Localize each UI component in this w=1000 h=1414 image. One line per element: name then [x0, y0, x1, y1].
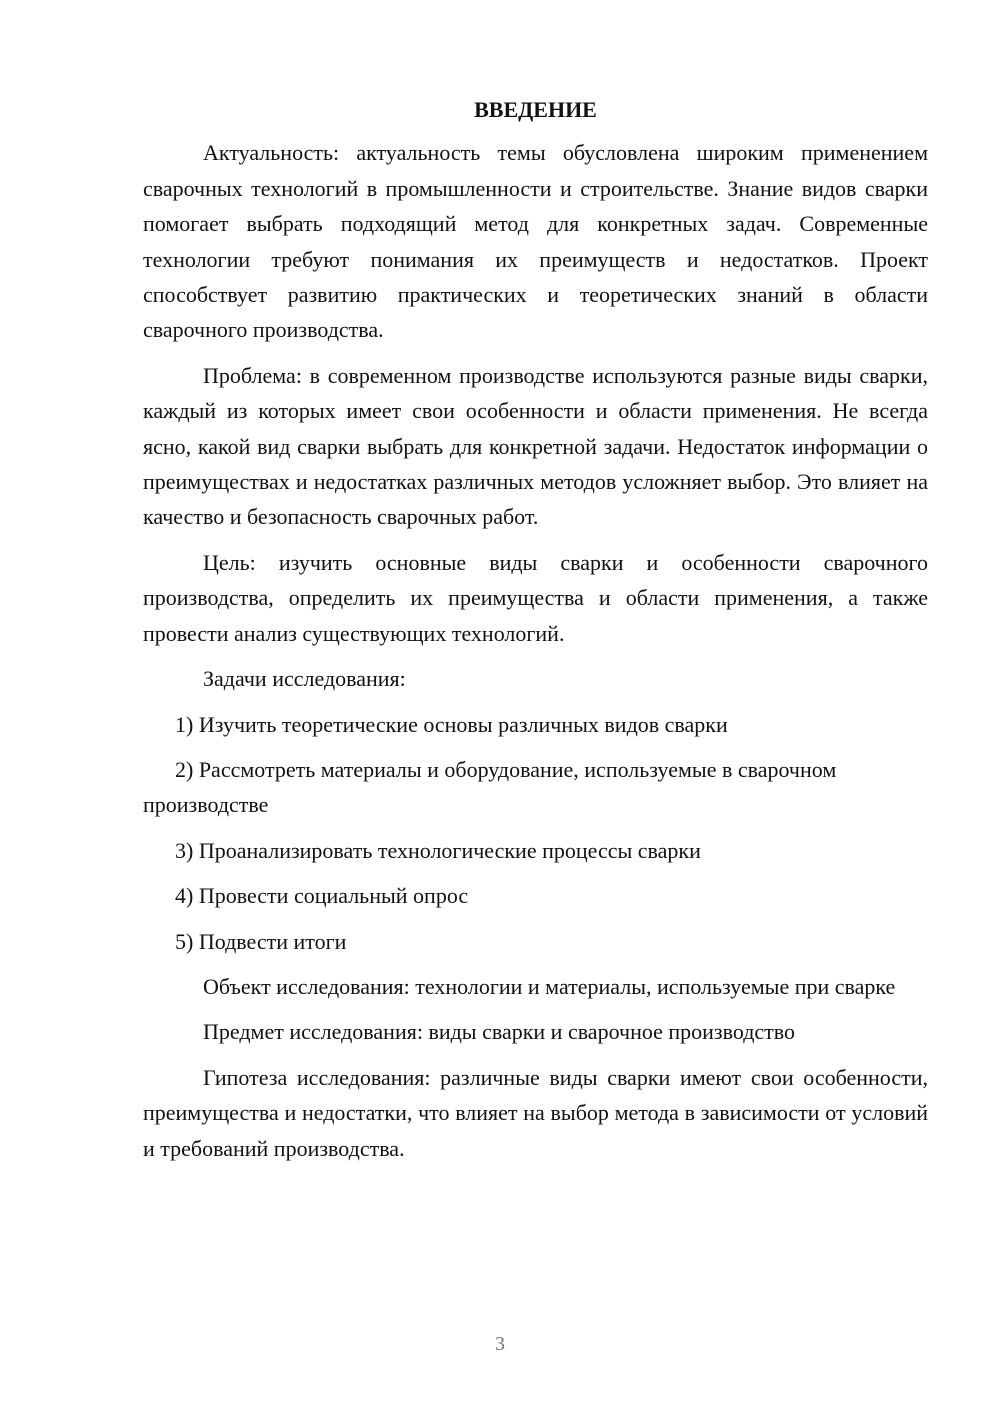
list-item: 5) Подвести итоги: [175, 928, 347, 954]
list-item: 4) Провести социальный опрос: [175, 883, 469, 909]
subject-paragraph: Предмет исследования: виды сварки и сварочное производство: [203, 1019, 796, 1045]
list-item: 2) Рассмотреть материалы и оборудование, используемые в сварочном производстве: [143, 756, 837, 818]
tasks-heading: Задачи исследования:: [203, 666, 406, 692]
goal-paragraph: Цель: изучить основные виды сварки и особенности сварочного производства, определить их преимущества и области применения, а также провести анализ существующих технологий.: [143, 549, 928, 646]
page-title: ВВЕДЕНИЕ: [474, 97, 597, 122]
relevance-paragraph: Актуальность: актуальность темы обусловлена широким применением сварочных технологий в промышленности и строительстве. Знание видов сварки помогает выбрать подходящий метод для конкретных задач. Современные технологии требуют понимания их преимуществ и недостатков. Проект способствует развитию практических и теоретических знаний в области сварочного производства.: [143, 140, 928, 343]
list-item: 3) Проанализировать технологические процессы сварки: [175, 837, 701, 863]
page-content: [143, 92, 928, 1176]
page-number: 3: [495, 1333, 505, 1355]
list-item: 1) Изучить теоретические основы различных видов сварки: [175, 711, 728, 737]
tasks-list: [143, 707, 928, 959]
hypothesis-paragraph: Гипотеза исследования: различные виды сварки имеют свои особенности, преимущества и недостатки, что влияет на выбор метода в зависимости от условий и требований производства.: [143, 1064, 928, 1161]
object-paragraph: Объект исследования: технологии и материалы, используемые при сварке: [203, 973, 896, 999]
problem-paragraph: Проблема: в современном производстве используются разные виды сварки, каждый из которых имеет свои особенности и области применения. Не всегда ясно, какой вид сварки выбрать для конкретной задачи. Недостаток информации о преимуществах и недостатках различных методов усложняет выбор. Это влияет на качество и безопасность сварочных работ.: [143, 362, 928, 530]
